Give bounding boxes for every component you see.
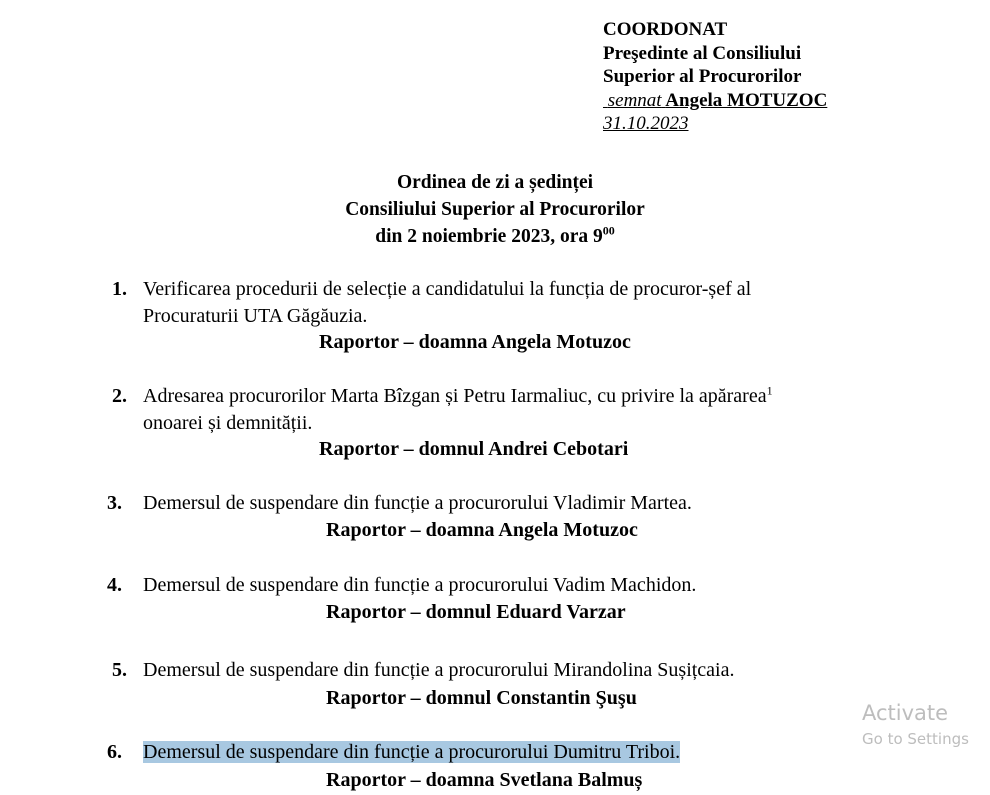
footnote-marker: 1 (766, 383, 773, 398)
watermark-line2: Go to Settings (862, 730, 969, 748)
item-number: 3. (107, 492, 122, 514)
item-number: 4. (107, 574, 122, 596)
signed-word: semnat (607, 89, 662, 111)
title-minutes: 00 (602, 223, 615, 238)
item-rapporteur: Raportor – domnul Constantin Şuşu (326, 687, 637, 709)
item-number: 1. (112, 278, 127, 300)
title-date-time: din 2 noiembrie 2023, ora 9 (375, 226, 603, 247)
item-rapporteur: Raportor – doamna Angela Motuzoc (326, 519, 638, 541)
item-rapporteur: Raportor – doamna Angela Motuzoc (319, 331, 631, 353)
item-rapporteur: Raportor – doamna Svetlana Balmuș (326, 769, 643, 791)
item-text-line1-content: Adresarea procurorilor Marta Bîzgan și Petru Iarmaliuc, cu privire la apărarea (143, 385, 767, 407)
item-text: Demersul de suspendare din funcție a procurorului Vladimir Martea. (143, 492, 692, 514)
item-text-line1: Verificarea procedurii de selecție a candidatului la funcția de procuror-șef al (143, 278, 752, 300)
watermark-line1: Activate (862, 701, 949, 725)
highlighted-text: Demersul de suspendare din funcție a procurorului Dumitru Triboi. (143, 741, 681, 763)
item-number: 2. (112, 385, 127, 407)
item-number: 5. (112, 659, 127, 681)
title-line3 (0, 223, 990, 250)
item-text: Demersul de suspendare din funcție a procurorului Vadim Machidon. (143, 574, 697, 596)
item-text: Demersul de suspendare din funcție a procurorului Mirandolina Sușițcaia. (143, 659, 735, 681)
agenda-title (0, 169, 990, 250)
item-rapporteur: Raportor – domnul Andrei Cebotari (319, 438, 629, 460)
item-text-line2: Procuraturii UTA Găgăuzia. (143, 305, 368, 327)
approval-role-line1: Preşedinte al Consiliului (603, 42, 802, 64)
approval-signature-line (603, 89, 827, 113)
item-text (143, 739, 680, 766)
item-text-line2: onoarei și demnității. (143, 412, 313, 434)
item-rapporteur: Raportor – domnul Eduard Varzar (326, 601, 626, 623)
activation-watermark (862, 698, 969, 750)
approval-date: 31.10.2023 (603, 113, 689, 134)
approval-role-line2: Superior al Procurorilor (603, 66, 802, 87)
item-number: 6. (107, 741, 122, 763)
approval-status: COORDONAT (603, 19, 728, 40)
approval-block (603, 18, 827, 136)
signer-name: Angela MOTUZOC (665, 89, 828, 111)
title-line2: Consiliului Superior al Procurorilor (345, 199, 645, 220)
item-text-line1 (143, 383, 886, 410)
title-line1: Ordinea de zi a ședinței (396, 172, 594, 193)
